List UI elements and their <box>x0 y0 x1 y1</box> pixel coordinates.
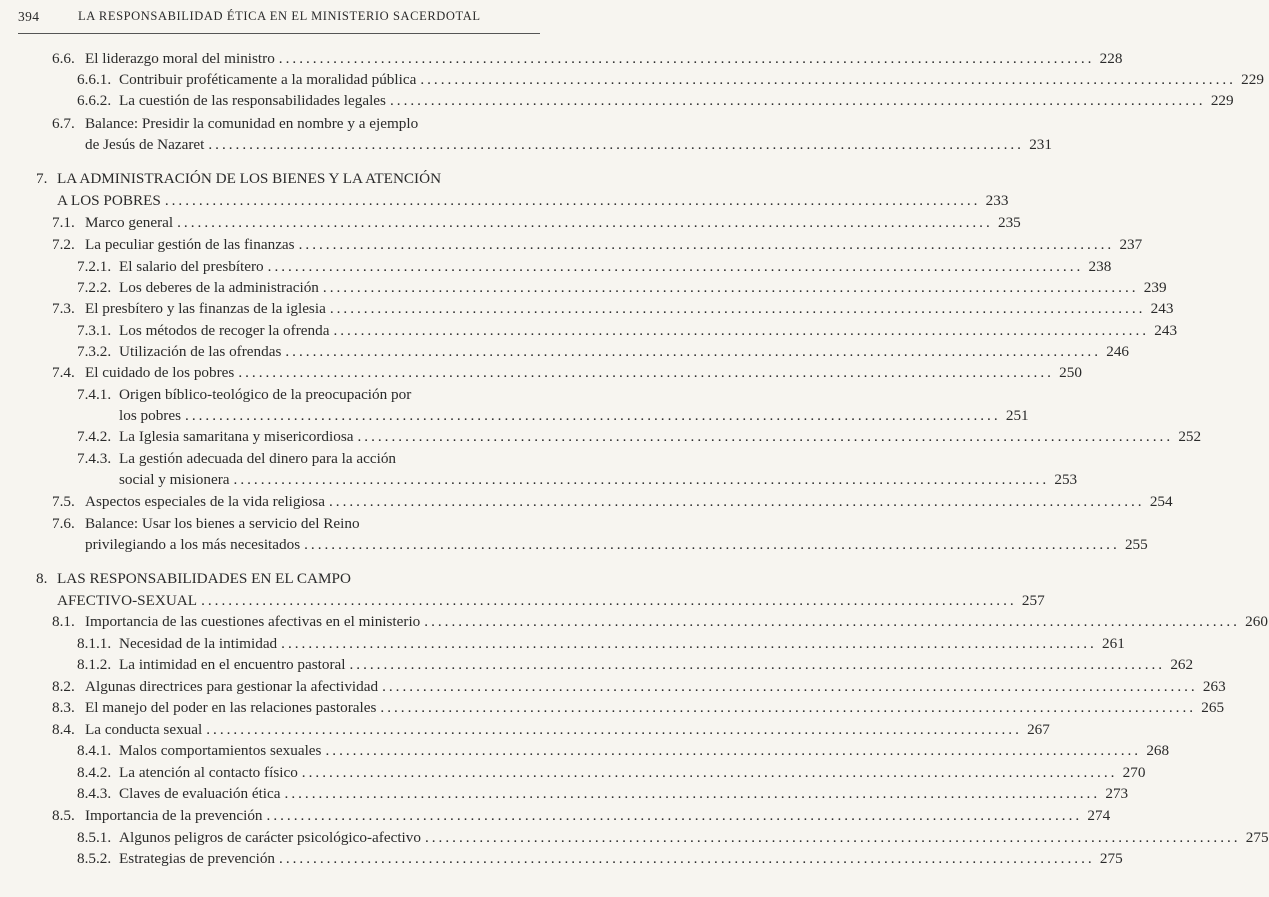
toc-entry-title: Balance: Usar los bienes a servicio del Reino <box>85 515 360 532</box>
toc-entry-number: 8.4.2. <box>77 764 112 781</box>
toc-entry-number: 7. <box>36 170 48 187</box>
toc-entry <box>0 342 1129 362</box>
dot-leader: ........................................................................................................................ <box>201 592 1017 609</box>
toc-entry <box>0 278 1167 298</box>
toc-entry-number: 8. <box>36 570 48 587</box>
toc-entry-page: 231 <box>1029 136 1052 153</box>
toc-entry-page: 228 <box>1099 50 1123 67</box>
toc-entry-number: 8.1.1. <box>77 635 112 652</box>
toc-entry-number: 7.2. <box>52 236 75 253</box>
toc-entry <box>0 784 1129 804</box>
toc-entry-number: 7.6. <box>52 515 75 532</box>
toc-entry-page: 229 <box>1210 92 1234 109</box>
toc-entry-title: Utilización de las ofrendas <box>119 343 282 360</box>
running-title: LA RESPONSABILIDAD ÉTICA EN EL MINISTERIO SACERDOTAL <box>78 9 481 23</box>
toc-entry-title: A LOS POBRES <box>57 192 161 209</box>
toc-entry-title: los pobres <box>119 407 182 424</box>
toc-entry-page: 275 <box>1099 850 1123 867</box>
toc-entry-page: 268 <box>1146 742 1170 759</box>
dot-leader: ........................................................................................................................ <box>304 536 1120 553</box>
toc-entry <box>0 235 1143 255</box>
toc-entry-title: Aspectos especiales de la vida religiosa <box>85 493 325 510</box>
toc-entry-number: 7.3.1. <box>77 322 112 339</box>
dot-leader: ........................................................................................................................ <box>424 613 1240 630</box>
toc-entry <box>0 698 1225 718</box>
dot-leader: ........................................................................................................................ <box>357 428 1174 445</box>
toc-entry-title: Algunas directrices para gestionar la afectividad <box>85 678 379 695</box>
dot-leader: ........................................................................................................................ <box>420 71 1236 88</box>
dot-leader: ........................................................................................................................ <box>278 50 1095 67</box>
dot-leader: ........................................................................................................................ <box>424 829 1241 846</box>
toc-entry-number: 8.2. <box>52 678 75 695</box>
toc-entry <box>0 257 1112 277</box>
toc-entry-number: 6.6. <box>52 50 75 67</box>
toc-entry-title: privilegiando a los más necesitados <box>85 536 301 553</box>
dot-leader: ........................................................................................................................ <box>325 742 1142 759</box>
dot-leader: ........................................................................................................................ <box>177 214 993 231</box>
toc-entry-page: 235 <box>997 214 1021 231</box>
dot-leader: ........................................................................................................................ <box>266 807 1083 824</box>
toc-entry-page: 274 <box>1087 807 1111 824</box>
toc-entry-number: 6.7. <box>52 115 75 132</box>
toc-entry-number: 7.3.2. <box>77 343 112 360</box>
toc-entry-title: El presbítero y las finanzas de la iglesia <box>85 300 326 317</box>
toc-entry-page: 267 <box>1027 721 1050 738</box>
toc-entry <box>0 91 1234 111</box>
toc-entry-title: Algunos peligros de carácter psicológico-afectivo <box>119 829 421 846</box>
dot-leader: ........................................................................................................................ <box>267 258 1084 275</box>
toc-entry-title: El liderazgo moral del ministro <box>85 50 275 67</box>
toc-entry <box>0 849 1123 869</box>
dot-leader: ........................................................................................................................ <box>301 764 1118 781</box>
toc-entry-title: El salario del presbítero <box>119 258 264 275</box>
dot-leader: ........................................................................................................................ <box>279 850 1095 867</box>
toc-entry-title: Balance: Presidir la comunidad en nombre y a ejemplo <box>85 115 419 132</box>
toc-entry <box>0 741 1170 761</box>
toc-entry-page: 254 <box>1149 493 1173 510</box>
toc-entry-page: 251 <box>1005 407 1029 424</box>
toc-entry-title: La peculiar gestión de las finanzas <box>85 236 295 253</box>
toc-entry <box>0 299 1174 319</box>
toc-entry-page: 265 <box>1201 699 1225 716</box>
toc-entry-number: 7.1. <box>52 214 75 231</box>
dot-leader: ........................................................................................................................ <box>382 678 1198 695</box>
toc-entry-page: 257 <box>1021 592 1045 609</box>
dot-leader: ........................................................................................................................ <box>349 656 1166 673</box>
toc-entry-title: social y misionera <box>119 471 230 488</box>
toc-entry-title: La Iglesia samaritana y misericordiosa <box>119 428 354 445</box>
toc-entry <box>0 677 1226 697</box>
toc-entry-page: 229 <box>1241 71 1264 88</box>
toc-entry-page: 246 <box>1106 343 1129 360</box>
toc-entry-number: 7.5. <box>52 493 75 510</box>
toc-entry <box>0 655 1194 675</box>
toc-entry-page: 263 <box>1202 678 1226 695</box>
dot-leader: ........................................................................................................................ <box>285 343 1101 360</box>
toc-entry-number: 8.5. <box>52 807 75 824</box>
toc-entry-page: 255 <box>1124 536 1148 553</box>
toc-entry-number: 8.4.1. <box>77 742 112 759</box>
toc-entry <box>0 114 510 134</box>
dot-leader: ........................................................................................................................ <box>164 192 981 209</box>
dot-leader: ........................................................................................................................ <box>284 785 1101 802</box>
toc-entry-title: Origen bíblico-teológico de la preocupación por <box>119 386 412 403</box>
toc-entry-page: 275 <box>1245 829 1269 846</box>
toc-entry-page: 252 <box>1178 428 1202 445</box>
toc-entry-number: 8.3. <box>52 699 75 716</box>
dot-leader: ........................................................................................................................ <box>281 635 1097 652</box>
dot-leader: ........................................................................................................................ <box>329 300 1146 317</box>
toc-entry-title: Importancia de las cuestiones afectivas en el ministerio <box>85 613 421 630</box>
toc-entry-title: Malos comportamientos sexuales <box>119 742 322 759</box>
toc-entry-number: 7.4.3. <box>77 450 112 467</box>
page-number: 394 <box>18 9 40 24</box>
toc-entry-title: Los métodos de recoger la ofrenda <box>119 322 330 339</box>
toc-entry-page: 273 <box>1105 785 1129 802</box>
toc-entry <box>0 828 1269 848</box>
toc-entry-title: La cuestión de las responsabilidades legales <box>119 92 386 109</box>
toc-entry-number: 8.4. <box>52 721 75 738</box>
toc-entry-title: Los deberes de la administración <box>119 279 319 296</box>
dot-leader: ........................................................................................................................ <box>322 279 1139 296</box>
toc-entry-title: Estrategias de prevención <box>119 850 276 867</box>
toc-entry-number: 7.4.2. <box>77 428 112 445</box>
toc-entry <box>0 470 1078 490</box>
dot-leader: ........................................................................................................................ <box>185 407 1001 424</box>
toc-entry-title: La conducta sexual <box>85 721 203 738</box>
toc-entry <box>0 427 1202 447</box>
toc-entry-title: Importancia de la prevención <box>85 807 263 824</box>
toc-entry-title: LAS RESPONSABILIDADES EN EL CAMPO <box>57 570 351 587</box>
toc-entry <box>0 169 510 189</box>
toc-entry <box>0 385 510 405</box>
toc-entry-page: 270 <box>1122 764 1146 781</box>
toc-entry-title: La intimidad en el encuentro pastoral <box>119 656 346 673</box>
dot-leader: ........................................................................................................................ <box>233 471 1050 488</box>
toc-entry-number: 7.2.2. <box>77 279 112 296</box>
toc-entry-number: 7.2.1. <box>77 258 112 275</box>
toc-entry <box>0 70 1264 90</box>
toc-entry-page: 260 <box>1245 613 1268 630</box>
toc-entry-page: 243 <box>1150 300 1174 317</box>
toc-entry-number: 7.3. <box>52 300 75 317</box>
toc-entry-title: El manejo del poder en las relaciones pastorales <box>85 699 377 716</box>
toc-entry-title: de Jesús de Nazaret <box>85 136 205 153</box>
toc-entry-title: El cuidado de los pobres <box>85 364 235 381</box>
toc-entry <box>0 763 1146 783</box>
toc-entry-number: 8.4.3. <box>77 785 112 802</box>
dot-leader: ........................................................................................................................ <box>380 699 1197 716</box>
toc-entry-number: 6.6.1. <box>77 71 112 88</box>
toc-entry-page: 250 <box>1059 364 1082 381</box>
toc-entry-title: Necesidad de la intimidad <box>119 635 278 652</box>
toc-entry <box>0 191 1009 211</box>
toc-entry <box>0 720 1050 740</box>
dot-leader: ........................................................................................................................ <box>333 322 1150 339</box>
toc-entry <box>0 591 1045 611</box>
dot-leader: ........................................................................................................................ <box>389 92 1206 109</box>
toc-entry <box>0 806 1111 826</box>
toc-entry-page: 262 <box>1170 656 1194 673</box>
toc-entry <box>0 135 1052 155</box>
toc-entry-page: 243 <box>1154 322 1178 339</box>
dot-leader: ........................................................................................................................ <box>328 493 1145 510</box>
toc-entry-page: 238 <box>1088 258 1112 275</box>
toc-entry <box>0 213 1021 233</box>
toc-entry <box>0 321 1178 341</box>
toc-entry-page: 239 <box>1143 279 1167 296</box>
toc-entry-title: La gestión adecuada del dinero para la acción <box>119 450 397 467</box>
toc-entry-number: 7.4.1. <box>77 386 112 403</box>
toc-entry <box>0 492 1173 512</box>
dot-leader: ........................................................................................................................ <box>208 136 1024 153</box>
dot-leader: ........................................................................................................................ <box>206 721 1022 738</box>
toc-entry-title: Marco general <box>85 214 174 231</box>
toc-entry <box>0 569 510 589</box>
toc-entry-page: 233 <box>985 192 1009 209</box>
toc-entry <box>0 634 1125 654</box>
dot-leader: ........................................................................................................................ <box>238 364 1054 381</box>
toc-entry <box>0 535 1148 555</box>
toc-entry-title: LA ADMINISTRACIÓN DE LOS BIENES Y LA ATENCIÓN <box>57 170 442 187</box>
toc-entry-number: 8.1. <box>52 613 75 630</box>
toc-entry <box>0 514 510 534</box>
toc-entry-title: AFECTIVO-SEXUAL <box>57 592 198 609</box>
toc-entry-page: 261 <box>1102 635 1125 652</box>
toc-entry-number: 8.1.2. <box>77 656 112 673</box>
toc-entry-title: La atención al contacto físico <box>119 764 298 781</box>
toc-entry-page: 237 <box>1119 236 1143 253</box>
toc-entry <box>0 363 1082 383</box>
toc-entry-number: 8.5.1. <box>77 829 112 846</box>
dot-leader: ........................................................................................................................ <box>298 236 1115 253</box>
toc-entry <box>0 449 510 469</box>
toc-entry <box>0 612 1268 632</box>
toc-entry-title: Contribuir proféticamente a la moralidad pública <box>119 71 417 88</box>
toc-entry <box>0 49 1123 69</box>
toc-entry-number: 8.5.2. <box>77 850 112 867</box>
toc-entry-page: 253 <box>1054 471 1078 488</box>
toc-entry <box>0 406 1029 426</box>
toc-entry-title: Claves de evaluación ética <box>119 785 281 802</box>
toc-entry-number: 6.6.2. <box>77 92 112 109</box>
toc-entry-number: 7.4. <box>52 364 75 381</box>
